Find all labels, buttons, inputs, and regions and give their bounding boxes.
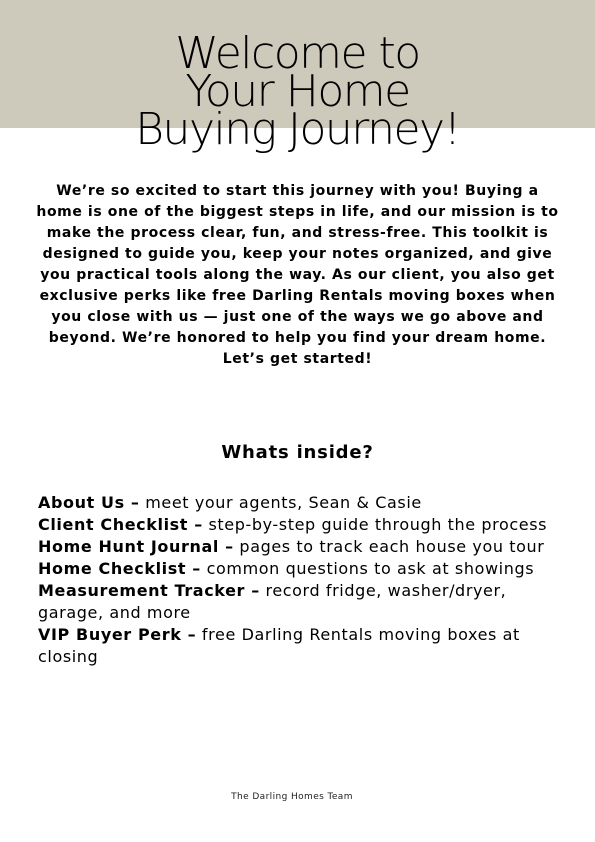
title-line-2: Your Home bbox=[185, 66, 410, 118]
contents-list bbox=[38, 492, 563, 668]
title-line-1: Welcome to bbox=[175, 28, 420, 80]
item-label: Client Checklist – bbox=[38, 515, 203, 534]
item-label: About Us – bbox=[38, 493, 140, 512]
item-description: record fridge, washer/dryer, garage, and more bbox=[38, 581, 507, 622]
list-item bbox=[38, 558, 563, 580]
title-line-3: Buying Journey! bbox=[135, 104, 460, 156]
item-description: step-by-step guide through the process bbox=[202, 515, 548, 534]
list-item bbox=[38, 580, 563, 624]
list-item bbox=[38, 536, 563, 558]
item-label: VIP Buyer Perk – bbox=[38, 625, 197, 644]
item-label: Home Checklist – bbox=[38, 559, 201, 578]
item-description: free Darling Rentals moving boxes at closing bbox=[38, 625, 520, 666]
list-item bbox=[38, 514, 563, 536]
contents-heading: Whats inside? bbox=[221, 442, 374, 463]
item-description: common questions to ask at showings bbox=[200, 559, 535, 578]
item-description: pages to track each house you tour bbox=[233, 537, 545, 556]
list-item bbox=[38, 624, 563, 668]
item-description: meet your agents, Sean & Casie bbox=[139, 493, 422, 512]
page-title bbox=[0, 28, 595, 156]
intro-paragraph: We’re so excited to start this journey with you! Buying a home is one of the biggest steps in life, and our mission is to make the process clear, fun, and stress-free. This toolkit is designed to guide you, keep your notes organized, and give you practical tools along the way. As our client, you also get exclusive perks like free Darling Rentals moving boxes when you close with us — just one of the ways we go above and beyond. We’re honored to help you find your dream home. Let’s get started! bbox=[36, 183, 559, 367]
item-label: Measurement Tracker – bbox=[38, 581, 260, 600]
footer-signature: The Darling Homes Team bbox=[231, 792, 353, 802]
list-item bbox=[38, 492, 563, 514]
item-label: Home Hunt Journal – bbox=[38, 537, 234, 556]
